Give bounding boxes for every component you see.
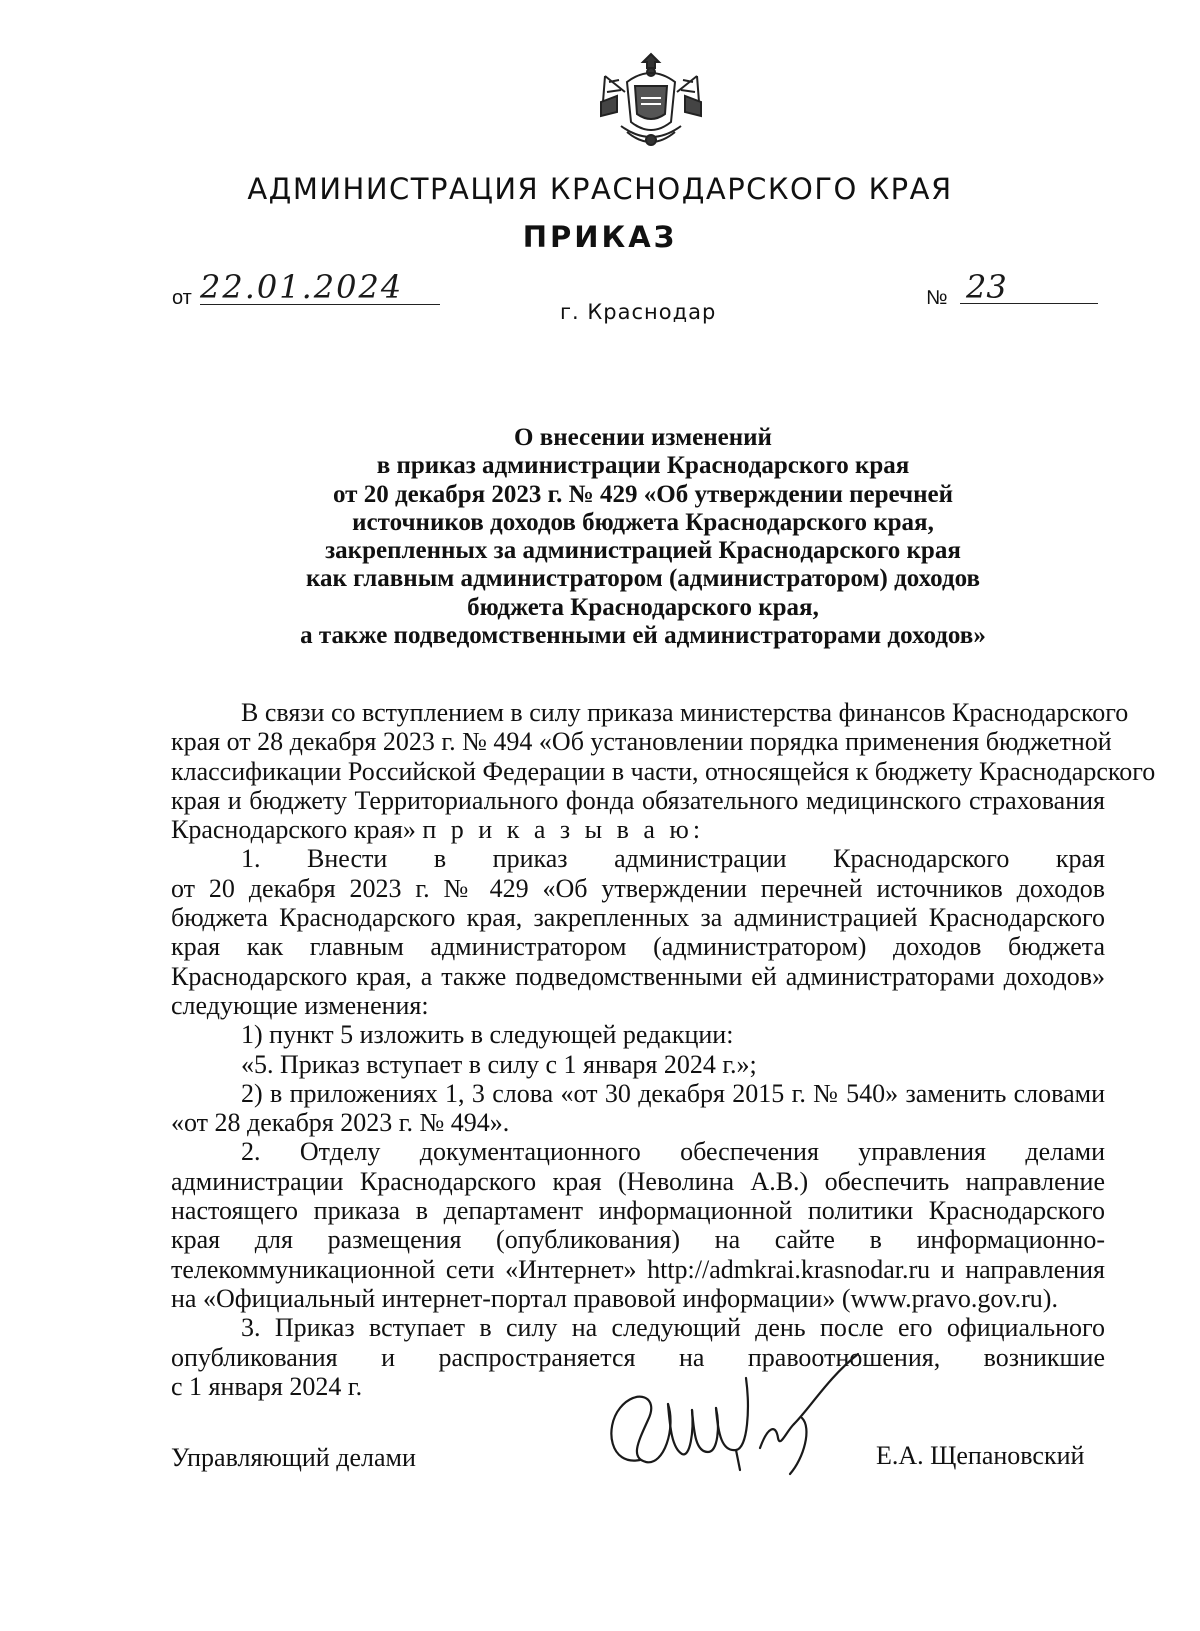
signatory-name: Е.А. Щепановский xyxy=(876,1441,1085,1470)
date-prefix: от xyxy=(172,287,192,309)
item1-line: Краснодарского края, а также подведомственными ей администраторами доходов» xyxy=(171,961,1105,991)
item2-line: края для размещения (опубликования) на сайте в информационно- xyxy=(171,1225,1105,1255)
subitem1: 1) пункт 5 изложить в следующей редакции: xyxy=(241,1020,734,1050)
preamble-line-last xyxy=(171,815,1105,844)
item1-line: от 20 декабря 2023 г. № 429 «Об утверждении перечней источников доходов xyxy=(171,873,1105,903)
preamble-line: классификации Российской Федерации в части, относящейся к бюджету Краснодарского xyxy=(171,756,1156,786)
document-title xyxy=(180,424,1106,650)
title-line: а также подведомственными ей администраторами доходов» xyxy=(300,622,986,650)
title-line: в приказ администрации Краснодарского края xyxy=(376,452,910,480)
item3-line: 3. Приказ вступает в силу на следующий день после его официального xyxy=(241,1313,1105,1343)
title-line: как главным администратором (администратором) доходов xyxy=(306,565,980,593)
preamble-line: В связи со вступлением в силу приказа министерства финансов Краснодарского xyxy=(241,698,1129,727)
item1-line: края как главным администратором (администратором) доходов бюджета xyxy=(171,932,1105,962)
title-line: О внесении изменений xyxy=(514,424,772,451)
item2-line: администрации Краснодарского края (Неволина А.В.) обеспечить направление xyxy=(171,1166,1105,1196)
number-prefix: № xyxy=(926,287,948,309)
city: г. Краснодар xyxy=(560,300,717,324)
document-type: ПРИКАЗ xyxy=(522,220,678,254)
item1-line: бюджета Краснодарского края, закрепленных за администрацией Краснодарского xyxy=(171,903,1105,933)
preamble-end: Краснодарского края» xyxy=(171,815,416,845)
title-line: от 20 декабря 2023 г. № 429 «Об утверждении перечней xyxy=(333,480,953,508)
coat-of-arms-emblem xyxy=(597,52,705,152)
handwritten-signature xyxy=(590,1348,890,1478)
order-word: п р и к а з ы в а ю: xyxy=(422,815,705,845)
item2-line: телекоммуникационной сети «Интернет» http://admkrai.krasnodar.ru и направления xyxy=(171,1254,1105,1284)
title-line: источников доходов бюджета Краснодарского края, xyxy=(352,508,934,536)
item1-line: следующие изменения: xyxy=(171,990,429,1020)
item1-line: 1. Внести в приказ администрации Краснодарского края xyxy=(241,844,1105,874)
item2-line: 2. Отделу документационного обеспечения управления делами xyxy=(241,1137,1105,1167)
item2-line: настоящего приказа в департамент информационной политики Краснодарского xyxy=(171,1196,1105,1226)
subitem2-line: «от 28 декабря 2023 г. № 494». xyxy=(171,1108,510,1138)
document-body xyxy=(171,698,1156,1401)
item3-line: опубликования и распространяется на правоотношения, возникшие xyxy=(171,1342,1105,1372)
item3-line: с 1 января 2024 г. xyxy=(171,1371,363,1401)
preamble-line: края от 28 декабря 2023 г. № 494 «Об установлении порядка применения бюджетной xyxy=(171,727,1112,757)
subitem2-line: 2) в приложениях 1, 3 слова «от 30 декабря 2015 г. № 540» заменить словами xyxy=(241,1078,1105,1108)
signatory-position: Управляющий делами xyxy=(171,1443,416,1472)
document-number: 23 xyxy=(960,270,1098,304)
item2-line: на «Официальный интернет-портал правовой информации» (www.pravo.gov.ru). xyxy=(171,1283,1058,1313)
subitem1-quote: «5. Приказ вступает в силу с 1 января 2024 г.»; xyxy=(241,1049,757,1079)
preamble-line: края и бюджету Территориального фонда обязательного медицинского страхования xyxy=(171,785,1105,815)
document-date: 22.01.2024 xyxy=(200,270,440,305)
title-line: закрепленных за администрацией Краснодарского края xyxy=(325,537,961,565)
organization-name: АДМИНИСТРАЦИЯ КРАСНОДАРСКОГО КРАЯ xyxy=(247,172,953,206)
title-line: бюджета Краснодарского края, xyxy=(467,593,819,621)
